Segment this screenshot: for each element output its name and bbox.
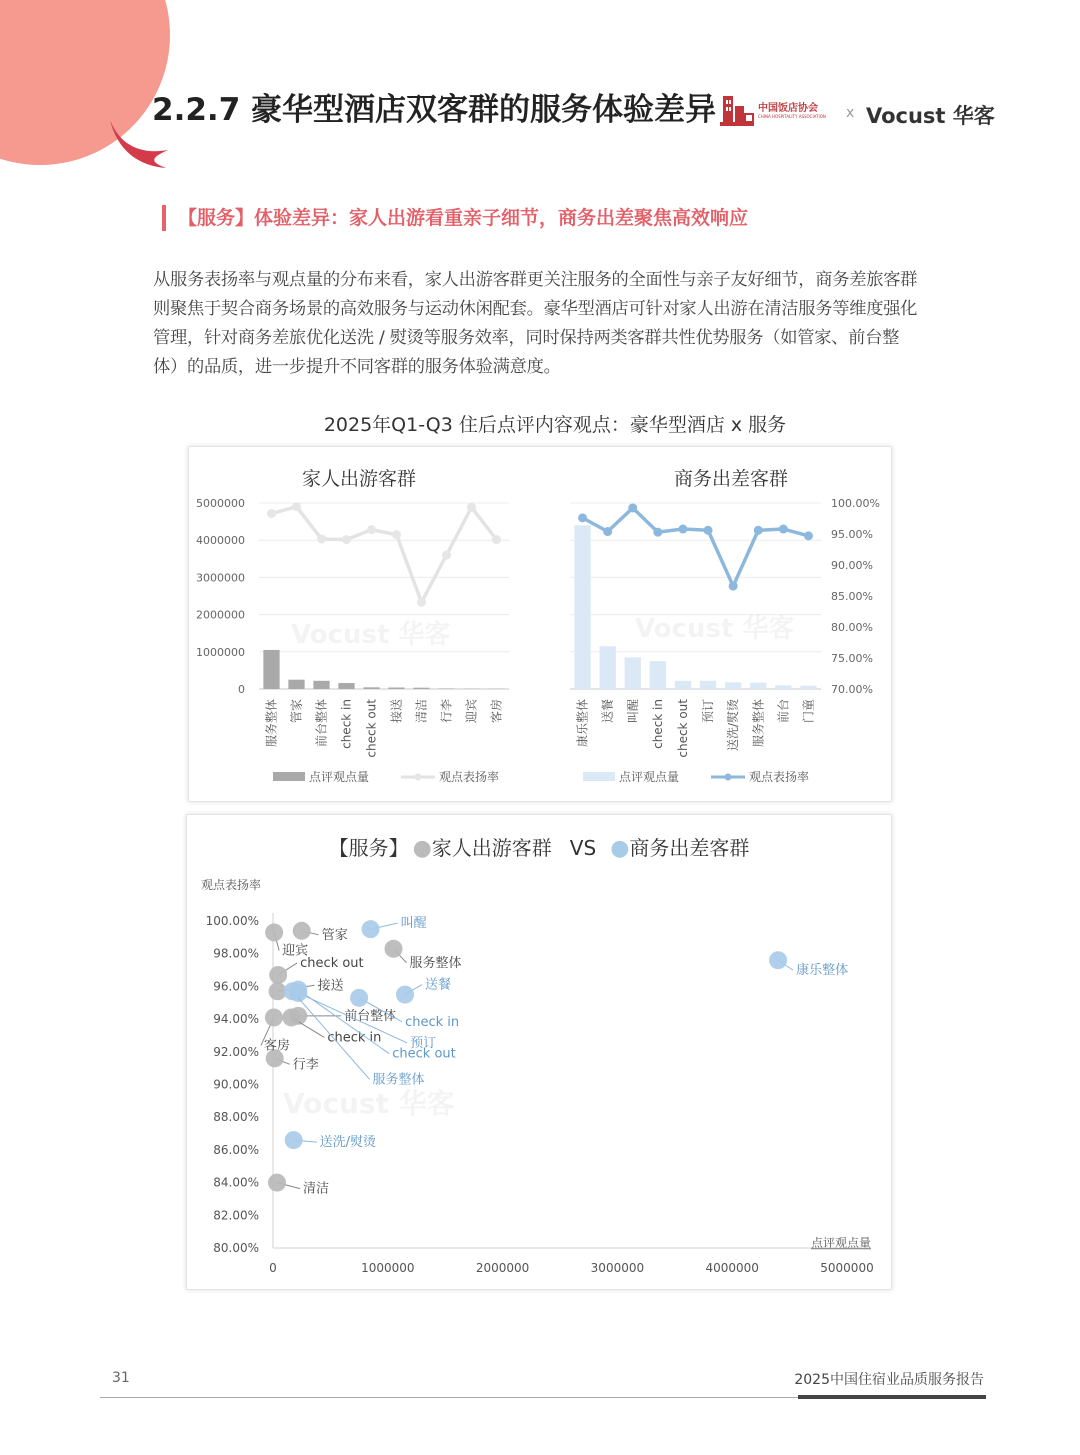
y2-tick-label: 80.00%	[831, 621, 873, 634]
business-legend-dot-icon: ●	[610, 836, 630, 861]
scatter-point	[265, 1008, 283, 1026]
x-category-label: 接送	[389, 699, 404, 724]
footer-accent-bar	[798, 1395, 986, 1399]
dual-chart-svg	[189, 447, 891, 801]
scatter-chart-svg	[187, 815, 891, 1289]
bar	[288, 680, 304, 689]
scatter-point	[268, 1174, 286, 1192]
y-tick-label: 4000000	[196, 534, 245, 548]
x-category-label: 行李	[439, 699, 454, 724]
section-heading: 【服务】体验差异：家人出游看重亲子细节，商务出差聚焦高效响应	[162, 205, 748, 231]
scatter-title-part: 家人出游客群	[431, 836, 552, 860]
y-tick-label: 88.00%	[213, 1110, 259, 1125]
bar	[388, 688, 404, 689]
point-label: check in	[405, 1014, 460, 1030]
scatter-point	[284, 982, 302, 1000]
chart-main-title: 2025年Q1-Q3 住后点评内容观点：豪华型酒店 x 服务	[323, 414, 787, 436]
praise-rate-point	[628, 503, 637, 512]
intro-paragraph: 从服务表扬率与观点量的分布来看，家人出游客群更关注服务的全面性与亲子友好细节，商务差旅客群则聚焦于契合商务场景的高效服务与运动休闲配套。豪华型酒店可针对家人出游在清洁服务等维度强化管理，针对商务差旅优化送洗 / 熨烫等服务效率，同时保持两类客群共性优势服务（如管家、前台整体）的品质，进一步提升不同客群的服务体验满意度。	[153, 270, 918, 377]
praise-rate-point	[342, 535, 351, 544]
x-tick-label: 5000000	[820, 1261, 874, 1275]
scatter-chart-panel	[186, 814, 892, 1290]
praise-rate-point	[267, 509, 276, 518]
scatter-point	[769, 951, 787, 969]
scatter-title-part: VS	[569, 836, 597, 860]
partner-logos	[718, 92, 995, 132]
point-label: 服务整体	[372, 1072, 425, 1088]
point-label: 前台整体	[344, 1008, 397, 1024]
scatter-point	[350, 989, 368, 1007]
y-tick-label: 2000000	[196, 608, 245, 622]
legend-line-label: 观点表扬率	[439, 770, 500, 784]
praise-rate-point	[467, 503, 476, 512]
praise-rate-point	[492, 535, 501, 544]
praise-rate-point	[678, 525, 687, 534]
praise-rate-point	[578, 513, 587, 522]
point-label: check in	[327, 1030, 382, 1046]
point-label: 接送	[317, 978, 344, 994]
point-label: 清洁	[303, 1181, 330, 1197]
bar	[725, 682, 741, 689]
legend-line-label: 观点表扬率	[749, 770, 810, 784]
praise-rate-point	[392, 530, 401, 539]
praise-rate-point	[754, 526, 763, 535]
association-name: 中国饭店协会	[758, 103, 818, 114]
y-tick-label: 5000000	[196, 497, 245, 510]
footer-report-title: 2025中国住宿业品质服务报告	[794, 1372, 984, 1388]
page-number: 31	[112, 1370, 130, 1386]
x-category-label: 康乐整体	[575, 699, 590, 748]
point-label: 送餐	[425, 977, 452, 993]
praise-rate-point	[729, 582, 738, 591]
legend-line-marker	[725, 774, 732, 781]
x-axis-title: 点评观点量	[810, 1236, 871, 1250]
scatter-title-part: 【服务】	[328, 836, 409, 860]
point-label: check out	[392, 1046, 456, 1062]
point-label: 预订	[410, 1035, 437, 1051]
bar	[599, 646, 615, 689]
scatter-title-part: 商务出差客群	[629, 836, 750, 860]
y2-tick-label: 100.00%	[831, 497, 880, 510]
x-category-label: 迎宾	[464, 699, 479, 724]
y-tick-label: 92.00%	[213, 1044, 259, 1059]
bar	[413, 688, 429, 689]
praise-rate-point	[292, 502, 301, 511]
y-tick-label: 1000000	[196, 645, 245, 659]
point-label: 送洗/熨烫	[319, 1135, 377, 1151]
x-category-label: check out	[675, 699, 690, 758]
vocust-brand: Vocust 华客	[866, 104, 995, 128]
x-category-label: 叫醒	[625, 699, 640, 724]
point-label: 客房	[263, 1038, 290, 1054]
x-category-label: check out	[364, 699, 379, 758]
x-category-label: 管家	[289, 699, 304, 724]
scatter-point	[385, 940, 403, 958]
bar	[338, 683, 354, 689]
praise-rate-line	[583, 508, 809, 586]
praise-rate-point	[317, 534, 326, 543]
legend-line-marker	[415, 774, 422, 781]
x-tick-label: 1000000	[361, 1261, 415, 1275]
praise-rate-point	[367, 525, 376, 534]
x-category-label: 门童	[801, 699, 816, 724]
x-category-label: check in	[339, 699, 354, 749]
point-label: 服务整体	[409, 955, 462, 971]
scatter-point	[269, 966, 287, 984]
y-tick-label: 96.00%	[213, 979, 259, 994]
dual-bar-line-chart-panel	[188, 446, 892, 802]
logo-separator: x	[846, 105, 855, 121]
scatter-title	[329, 836, 750, 861]
y-tick-label: 84.00%	[213, 1175, 259, 1190]
x-category-label: 服务整体	[751, 699, 766, 748]
point-label: 康乐整体	[796, 963, 849, 979]
y-tick-label: 82.00%	[213, 1208, 259, 1223]
scatter-point	[265, 923, 283, 941]
bar	[675, 681, 691, 689]
bar	[800, 686, 816, 689]
y-tick-label: 90.00%	[213, 1077, 259, 1092]
scatter-point	[396, 986, 414, 1004]
point-label: check out	[300, 955, 364, 971]
praise-rate-point	[704, 526, 713, 535]
y-tick-label: 0	[238, 683, 245, 696]
y-tick-label: 86.00%	[213, 1142, 259, 1157]
subchart-title: 商务出差客群	[673, 468, 789, 490]
point-label: 行李	[292, 1057, 319, 1073]
scatter-point	[293, 922, 311, 940]
x-category-label: 预订	[701, 699, 716, 724]
x-category-label: 清洁	[414, 699, 429, 724]
legend-bar-swatch	[273, 772, 305, 781]
point-label: 管家	[321, 927, 348, 943]
y2-tick-label: 90.00%	[831, 559, 873, 572]
praise-rate-point	[417, 598, 426, 607]
x-category-label: 前台整体	[314, 699, 329, 748]
x-category-label: 送洗/熨烫	[726, 699, 741, 752]
y-axis-title: 观点表扬率	[201, 878, 262, 892]
subchart-title: 家人出游客群	[301, 468, 417, 490]
praise-rate-point	[442, 551, 451, 560]
point-label: 迎宾	[282, 943, 309, 959]
y-tick-label: 80.00%	[213, 1241, 259, 1255]
family-legend-dot-icon: ●	[412, 836, 432, 861]
y2-tick-label: 85.00%	[831, 590, 873, 603]
bar	[574, 525, 590, 689]
y2-tick-label: 95.00%	[831, 528, 873, 541]
praise-rate-point	[779, 525, 788, 534]
x-category-label: 送餐	[600, 699, 615, 724]
bar	[650, 661, 666, 689]
legend-bar-label: 点评观点量	[309, 770, 370, 784]
x-tick-label: 0	[269, 1261, 277, 1275]
praise-rate-line	[272, 507, 497, 602]
y-tick-label: 100.00%	[205, 914, 259, 928]
praise-rate-point	[804, 531, 813, 540]
bar	[775, 685, 791, 689]
bar	[625, 657, 641, 689]
page-title: 2.2.7 豪华型酒店双客群的服务体验差异	[152, 92, 717, 128]
x-tick-label: 3000000	[590, 1261, 645, 1275]
praise-rate-point	[653, 528, 662, 537]
y-tick-label: 98.00%	[213, 946, 259, 961]
x-tick-label: 2000000	[475, 1261, 530, 1275]
praise-rate-point	[603, 527, 612, 536]
watermark-text	[291, 620, 450, 650]
y-tick-label: 3000000	[196, 571, 245, 585]
scatter-point	[362, 920, 380, 938]
bar	[750, 683, 766, 689]
association-logo-icon	[718, 92, 756, 130]
x-tick-label: 4000000	[705, 1261, 759, 1275]
bar	[263, 650, 279, 689]
y2-tick-label: 75.00%	[831, 652, 873, 665]
legend-bar-swatch	[583, 772, 615, 781]
bar	[700, 681, 716, 689]
x-category-label: 客房	[489, 699, 504, 724]
x-category-label: 前台	[776, 699, 791, 724]
bar	[363, 687, 379, 689]
legend-bar-label: 点评观点量	[619, 770, 680, 784]
scatter-point	[282, 1008, 300, 1026]
y2-tick-label: 70.00%	[831, 683, 873, 696]
bar	[313, 681, 329, 689]
watermark-text	[283, 1087, 455, 1120]
point-label: 叫醒	[400, 916, 427, 932]
association-subtitle: CHINA HOSPITALITY ASSOCIATION	[758, 114, 826, 119]
x-category-label: check in	[650, 699, 665, 749]
scatter-point	[285, 1131, 303, 1149]
watermark-text	[635, 614, 794, 644]
y-tick-label: 94.00%	[213, 1012, 259, 1027]
bar	[438, 688, 454, 689]
x-category-label: 服务整体	[264, 699, 279, 748]
corner-circle	[0, 0, 170, 165]
